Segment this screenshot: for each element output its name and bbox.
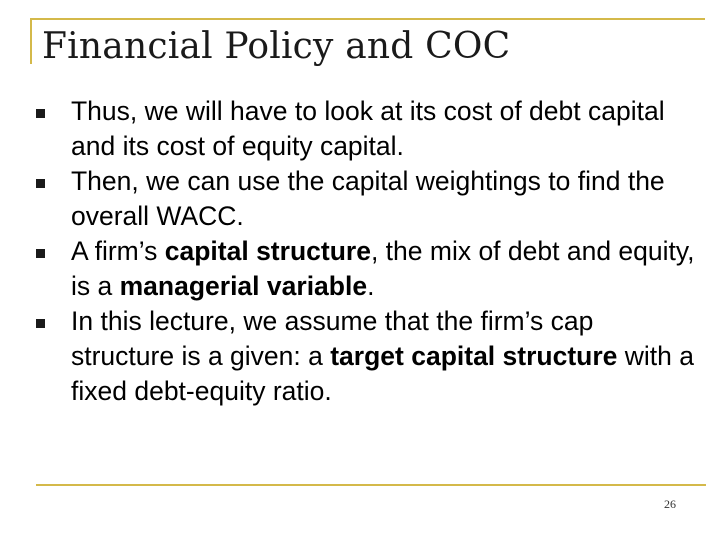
- bullet-text: [71, 96, 665, 161]
- bullet-segment: A firm’s: [71, 236, 165, 266]
- bullet-item: [36, 304, 696, 409]
- bullet-segment: , the mix of debt and equity, is a: [71, 236, 695, 301]
- bullet-text: [71, 306, 694, 406]
- bullet-item: [36, 164, 696, 234]
- bold-term: managerial variable: [119, 271, 368, 301]
- title-accent-line: [30, 18, 32, 64]
- square-bullet-icon: [36, 319, 45, 328]
- bullet-segment: Thus, we will have to look at its cost of debt capital and its cost of equity capital.: [71, 96, 665, 161]
- bullet-text: [71, 166, 665, 231]
- bullet-text: [71, 236, 695, 301]
- footer-divider: [36, 484, 706, 486]
- slide-title: Financial Policy and COC: [42, 26, 511, 67]
- top-divider: [30, 18, 705, 20]
- bullet-item: [36, 234, 696, 304]
- bold-term: capital structure: [164, 236, 371, 266]
- bullet-segment: Then, we can use the capital weightings to find the overall WACC.: [71, 166, 665, 231]
- page-number: 26: [664, 497, 676, 511]
- bullet-segment: In this lecture, we assume that the firm’s cap structure is a given: a: [71, 306, 594, 371]
- bullet-segment: with a fixed debt-equity ratio.: [71, 341, 694, 406]
- bullet-segment: .: [367, 271, 375, 301]
- bold-term: target capital structure: [330, 341, 618, 371]
- square-bullet-icon: [36, 249, 45, 258]
- bullet-item: [36, 94, 696, 164]
- square-bullet-icon: [36, 109, 45, 118]
- bullet-list: [36, 94, 696, 409]
- square-bullet-icon: [36, 179, 45, 188]
